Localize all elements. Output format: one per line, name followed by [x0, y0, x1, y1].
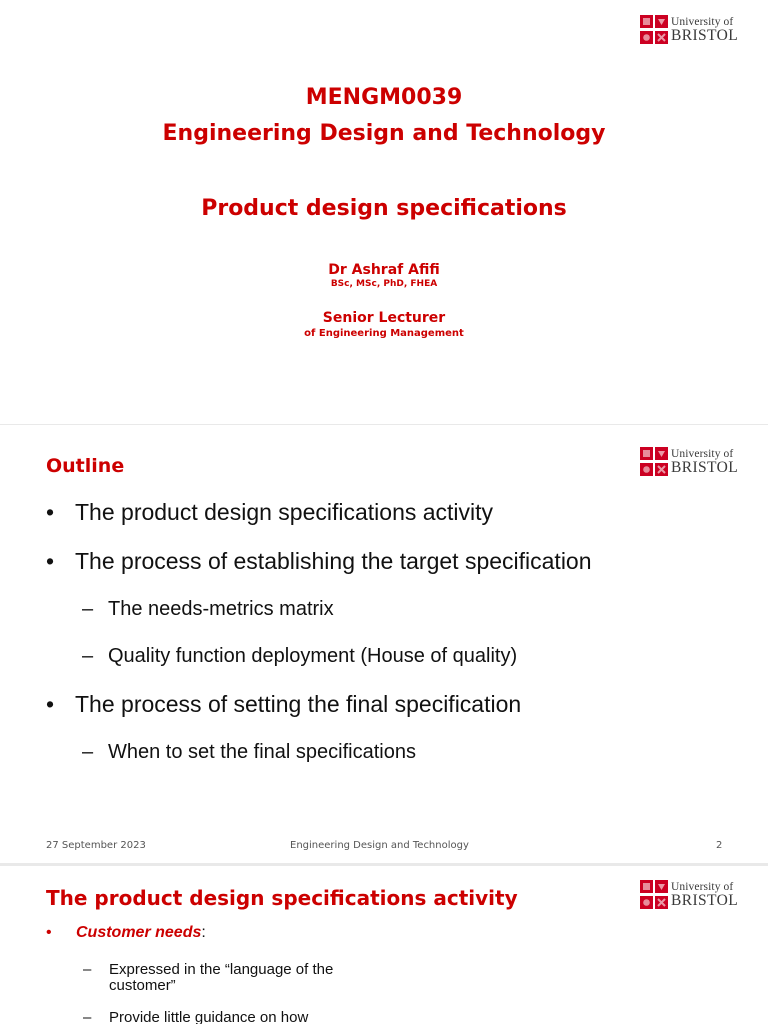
bristol-crest-icon [640, 15, 668, 45]
sub-marker: – [82, 741, 94, 763]
university-logo [640, 15, 738, 45]
logo-line2: BRISTOL [671, 27, 739, 44]
bullet-text: The process of setting the final specification [75, 691, 522, 717]
bullet-marker: • [46, 499, 55, 525]
bullet-marker: • [46, 691, 55, 717]
bullet-label: Customer needs [76, 924, 202, 941]
lecture-title: Product design specifications [201, 196, 567, 221]
bristol-crest-icon [640, 447, 668, 477]
footer-page-number: 2 [716, 840, 723, 851]
sub-marker: – [82, 645, 94, 667]
outline-bullet [46, 691, 521, 718]
bullet-marker: • [46, 548, 55, 574]
sub-text: Provide little guidance on how [109, 1009, 309, 1024]
sub-text: When to set the final specifications [108, 741, 416, 763]
bullet-marker: • [46, 924, 52, 941]
sub-marker: – [83, 961, 92, 978]
footer-date: 27 September 2023 [46, 840, 146, 851]
sub-text: Expressed in the “language of the customer” [109, 961, 334, 994]
logo-line1: University of [671, 880, 734, 893]
course-code: MENGM0039 [305, 85, 463, 110]
pds-sub-item [83, 1010, 369, 1024]
outline-bullet [46, 548, 592, 575]
logo-line1: University of [671, 15, 734, 28]
bullet-text: The product design specifications activity [75, 499, 494, 525]
bullet-text: The process of establishing the target specification [75, 548, 592, 574]
logo-line2: BRISTOL [671, 459, 739, 476]
course-title: Engineering Design and Technology [162, 121, 606, 146]
outline-sub-item [82, 741, 416, 764]
university-logo [640, 880, 738, 910]
outline-sub-item [82, 598, 334, 621]
sub-text: The needs-metrics matrix [108, 598, 334, 620]
customer-needs-bullet [46, 924, 206, 942]
sub-marker: – [82, 598, 94, 620]
pds-sub-item [83, 962, 369, 994]
sub-text: Quality function deployment (House of quality) [108, 645, 518, 667]
pds-activity-slide [0, 866, 768, 1024]
bristol-crest-icon [640, 880, 668, 910]
lecturer-name: Dr Ashraf Afifi [328, 262, 440, 278]
outline-sub-item [82, 645, 517, 668]
logo-line2: BRISTOL [671, 892, 739, 909]
slide-heading: Outline [46, 455, 125, 477]
bullet-suffix: : [201, 924, 206, 941]
sub-marker: – [83, 1009, 92, 1024]
outline-slide [0, 425, 768, 863]
title-slide [0, 0, 768, 425]
lecturer-department: of Engineering Management [304, 328, 464, 339]
logo-line1: University of [671, 447, 734, 460]
university-logo [640, 447, 738, 477]
lecturer-credentials: BSc, MSc, PhD, FHEA [330, 279, 438, 289]
lecturer-role: Senior Lecturer [322, 310, 446, 326]
slide-heading: The product design specifications activity [46, 886, 518, 910]
outline-bullet [46, 499, 493, 526]
footer-course: Engineering Design and Technology [290, 840, 469, 851]
